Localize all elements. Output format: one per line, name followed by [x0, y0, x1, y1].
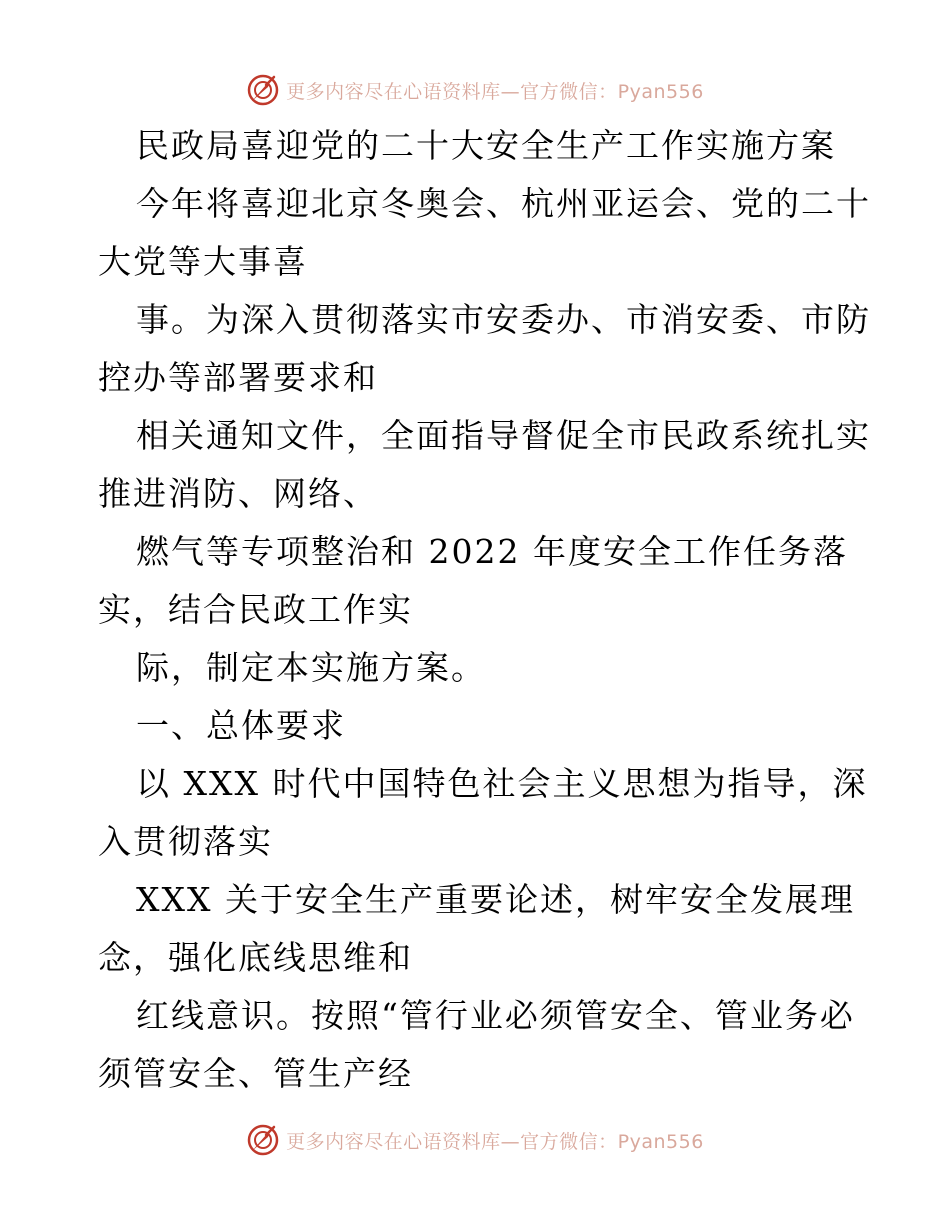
paragraph-line: 燃气等专项整治和 2022 年度安全工作任务落 [136, 532, 848, 571]
section-heading: 一、总体要求 [136, 706, 346, 745]
footer-banner-text: 更多内容尽在心语资料库—官方微信：Pyan556 [286, 1130, 704, 1153]
paragraph-line: 入贯彻落实 [98, 822, 273, 861]
paragraph-line: 实，结合民政工作实 [98, 590, 413, 629]
paragraph-line: 红线意识。按照“管行业必须管安全、管业务必 [136, 996, 855, 1035]
header-banner [0, 70, 950, 110]
paragraph-line: 今年将喜迎北京冬奥会、杭州亚运会、党的二十 [136, 184, 871, 223]
paragraph-line: 须管安全、管生产经 [98, 1054, 413, 1093]
footer-banner-content [246, 1123, 704, 1157]
paragraph-line: 以 XXX 时代中国特色社会主义思想为指导，深 [136, 764, 868, 803]
footer-banner [0, 1120, 950, 1160]
paragraph-line: 相关通知文件，全面指导督促全市民政系统扎实 [136, 416, 871, 455]
paragraph-line: XXX 关于安全生产重要论述，树牢安全发展理 [136, 880, 855, 919]
paragraph-line: 大党等大事喜 [98, 242, 308, 281]
header-banner-content [246, 73, 704, 107]
document-title: 民政局喜迎党的二十大安全生产工作实施方案 [136, 126, 836, 165]
paragraph-line: 事。为深入贯彻落实市安委办、市消安委、市防 [136, 300, 871, 339]
paragraph-line: 念，强化底线思维和 [98, 938, 413, 977]
brand-logo-icon [246, 1123, 280, 1157]
paragraph-line: 控办等部署要求和 [98, 358, 378, 397]
paragraph-line: 推进消防、网络、 [98, 474, 378, 513]
brand-logo-icon [246, 73, 280, 107]
paragraph-line: 际，制定本实施方案。 [136, 648, 486, 687]
header-banner-text: 更多内容尽在心语资料库—官方微信：Pyan556 [286, 80, 704, 103]
